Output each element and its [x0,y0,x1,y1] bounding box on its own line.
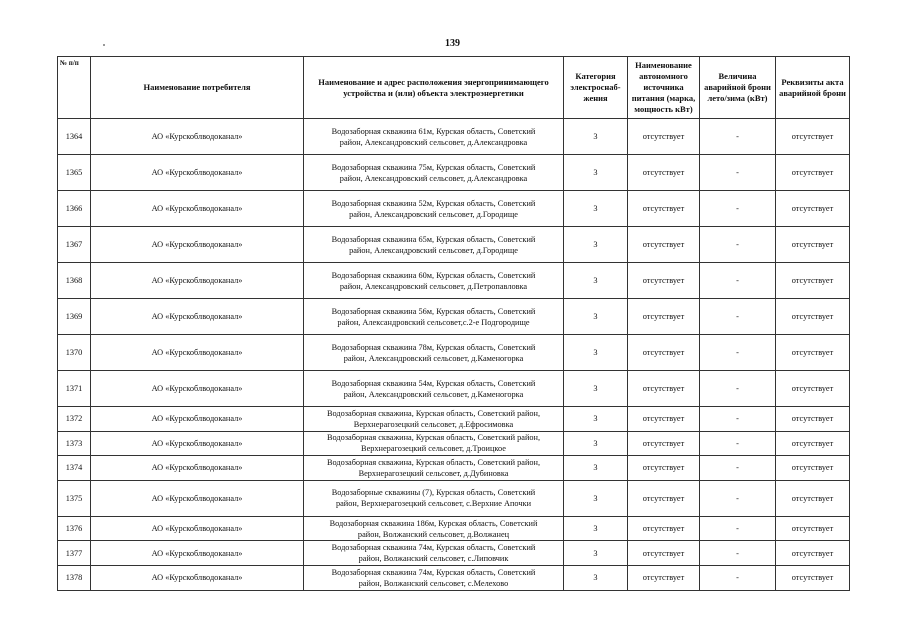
cell-consumer: АО «Курскоблводоканал» [91,456,304,481]
cell-reserve: - [700,155,776,191]
cell-address [304,191,564,227]
cell-num: 1366 [58,191,91,227]
cell-consumer: АО «Курскоблводоканал» [91,407,304,432]
header-act: Реквизиты акта аварийной брони [776,57,850,119]
cell-source: отсутствует [628,516,700,541]
cell-consumer: АО «Курскоблводоканал» [91,191,304,227]
address-line-2: район, Александровский сельсовет,с.2-е Подгородище [337,317,530,327]
cell-address [304,263,564,299]
cell-num: 1373 [58,431,91,456]
cell-source: отсутствует [628,371,700,407]
cell-address [304,516,564,541]
cell-act: отсутствует [776,119,850,155]
cell-reserve: - [700,456,776,481]
cell-reserve: - [700,407,776,432]
cell-consumer: АО «Курскоблводоканал» [91,155,304,191]
cell-address [304,299,564,335]
cell-category: 3 [564,335,628,371]
header-category: Категория электроснаб-жения [564,57,628,119]
cell-consumer: АО «Курскоблводоканал» [91,119,304,155]
cell-num: 1365 [58,155,91,191]
cell-num: 1377 [58,541,91,566]
cell-source: отсутствует [628,119,700,155]
table-row [58,227,850,263]
cell-num: 1371 [58,371,91,407]
cell-reserve: - [700,371,776,407]
header-num: № п/п [58,57,91,119]
cell-num: 1364 [58,119,91,155]
cell-category: 3 [564,456,628,481]
table-row [58,516,850,541]
consumers-table [57,56,850,591]
cell-reserve: - [700,335,776,371]
cell-num: 1367 [58,227,91,263]
cell-act: отсутствует [776,565,850,590]
address-line-1: Водозаборная скважина 54м, Курская область, Советский [331,378,536,388]
address-line-2: район, Волжанский сельсовет, с.Липовчик [358,554,509,564]
cell-source: отсутствует [628,335,700,371]
cell-source: отсутствует [628,480,700,516]
table-row [58,371,850,407]
address-line-1: Водозаборная скважина 52м, Курская область, Советский [331,198,536,208]
table-row [58,155,850,191]
cell-source: отсутствует [628,191,700,227]
cell-address [304,431,564,456]
cell-source: отсутствует [628,565,700,590]
cell-address [304,456,564,481]
header-consumer: Наименование потребителя [91,57,304,119]
table-row [58,480,850,516]
cell-num: 1376 [58,516,91,541]
cell-num: 1374 [58,456,91,481]
address-line-2: район, Верхнерагозецкий сельсовет, с.Верхние Апочки [335,499,532,509]
cell-category: 3 [564,191,628,227]
cell-reserve: - [700,119,776,155]
address-line-2: район, Александровский сельсовет, д.Александровка [339,173,528,183]
cell-category: 3 [564,155,628,191]
cell-category: 3 [564,431,628,456]
cell-address [304,407,564,432]
cell-category: 3 [564,516,628,541]
cell-num: 1369 [58,299,91,335]
address-line-2: район, Волжанский сельсовет, с.Мелехово [358,578,509,588]
address-line-2: район, Волжанский сельсовет, д.Волжанец [357,529,510,539]
table-row [58,407,850,432]
cell-consumer: АО «Курскоблводоканал» [91,541,304,566]
cell-address [304,565,564,590]
header-address: Наименование и адрес расположения энергопринимающего устройства и (или) объекта электроэнергетики [304,57,564,119]
cell-act: отсутствует [776,516,850,541]
cell-address [304,335,564,371]
scan-speck [103,44,105,46]
cell-act: отсутствует [776,263,850,299]
cell-act: отсутствует [776,480,850,516]
table-row [58,263,850,299]
address-line-1: Водозаборная скважина, Курская область, Советский район, [326,457,541,467]
cell-source: отсутствует [628,155,700,191]
cell-act: отсутствует [776,456,850,481]
table-row [58,191,850,227]
address-line-1: Водозаборная скважина 186м, Курская область, Советский [329,518,538,528]
cell-category: 3 [564,299,628,335]
cell-reserve: - [700,565,776,590]
cell-reserve: - [700,191,776,227]
cell-address [304,119,564,155]
cell-category: 3 [564,371,628,407]
cell-category: 3 [564,119,628,155]
cell-category: 3 [564,480,628,516]
cell-reserve: - [700,263,776,299]
cell-category: 3 [564,407,628,432]
cell-reserve: - [700,227,776,263]
cell-address [304,227,564,263]
cell-consumer: АО «Курскоблводоканал» [91,371,304,407]
cell-consumer: АО «Курскоблводоканал» [91,299,304,335]
address-line-2: Верхнерагозецкий сельсовет, д.Троицкое [361,444,506,454]
cell-consumer: АО «Курскоблводоканал» [91,431,304,456]
cell-category: 3 [564,541,628,566]
cell-reserve: - [700,480,776,516]
cell-consumer: АО «Курскоблводоканал» [91,565,304,590]
address-line-2: район, Александровский сельсовет, д.Каменогорка [343,389,524,399]
cell-act: отсутствует [776,299,850,335]
header-source: Наименование автономного источника питания (марка, мощность кВт) [628,57,700,119]
cell-act: отсутствует [776,191,850,227]
cell-source: отсутствует [628,456,700,481]
cell-source: отсутствует [628,263,700,299]
cell-consumer: АО «Курскоблводоканал» [91,263,304,299]
address-line-1: Водозаборная скважина 75м, Курская область, Советский [331,162,536,172]
address-line-1: Водозаборная скважина 65м, Курская область, Советский [331,234,536,244]
cell-category: 3 [564,227,628,263]
cell-consumer: АО «Курскоблводоканал» [91,227,304,263]
cell-act: отсутствует [776,227,850,263]
page-number: 139 [445,38,460,49]
address-line-1: Водозаборная скважина 74м, Курская область, Советский [331,567,536,577]
cell-source: отсутствует [628,227,700,263]
address-line-2: район, Александровский сельсовет, д.Городище [349,245,518,255]
cell-reserve: - [700,299,776,335]
header-reserve: Величина аварийной брони лето/зима (кВт) [700,57,776,119]
cell-act: отсутствует [776,335,850,371]
cell-address [304,371,564,407]
address-line-1: Водозаборная скважина 56м, Курская область, Советский [331,306,536,316]
cell-act: отсутствует [776,431,850,456]
address-line-1: Водозаборные скважины (7), Курская область, Советский [331,488,536,498]
cell-address [304,541,564,566]
cell-act: отсутствует [776,155,850,191]
cell-act: отсутствует [776,541,850,566]
table-row [58,565,850,590]
address-line-1: Водозаборная скважина 78м, Курская область, Советский [331,342,536,352]
address-line-2: Верхнерагозецкий сельсовет, д.Ефросимовка [353,419,514,429]
cell-address [304,480,564,516]
cell-num: 1372 [58,407,91,432]
cell-consumer: АО «Курскоблводоканал» [91,335,304,371]
cell-num: 1375 [58,480,91,516]
table-body [58,119,850,591]
cell-source: отсутствует [628,407,700,432]
cell-reserve: - [700,541,776,566]
table-row [58,456,850,481]
cell-num: 1368 [58,263,91,299]
cell-source: отсутствует [628,299,700,335]
cell-category: 3 [564,565,628,590]
table-header-row [58,57,850,119]
cell-reserve: - [700,431,776,456]
address-line-2: Верхнерагозецкий сельсовет, д.Дубиновка [358,468,509,478]
table-row [58,541,850,566]
cell-category: 3 [564,263,628,299]
cell-reserve: - [700,516,776,541]
cell-act: отсутствует [776,371,850,407]
address-line-1: Водозаборная скважина, Курская область, Советский район, [326,433,541,443]
cell-consumer: АО «Курскоблводоканал» [91,516,304,541]
cell-num: 1378 [58,565,91,590]
cell-address [304,155,564,191]
address-line-2: район, Александровский сельсовет, д.Петропавловка [339,281,528,291]
table-row [58,431,850,456]
address-line-1: Водозаборная скважина 74м, Курская область, Советский [331,543,536,553]
table-row [58,335,850,371]
table-row [58,299,850,335]
address-line-2: район, Александровский сельсовет, д.Городище [349,209,518,219]
address-line-1: Водозаборная скважина 60м, Курская область, Советский [331,270,536,280]
cell-source: отсутствует [628,541,700,566]
table-row [58,119,850,155]
cell-act: отсутствует [776,407,850,432]
cell-source: отсутствует [628,431,700,456]
address-line-2: район, Александровский сельсовет, д.Каменогорка [343,353,524,363]
address-line-1: Водозаборная скважина 61м, Курская область, Советский [331,126,536,136]
cell-consumer: АО «Курскоблводоканал» [91,480,304,516]
address-line-1: Водозаборная скважина, Курская область, Советский район, [326,408,541,418]
cell-num: 1370 [58,335,91,371]
address-line-2: район, Александровский сельсовет, д.Александровка [339,137,528,147]
